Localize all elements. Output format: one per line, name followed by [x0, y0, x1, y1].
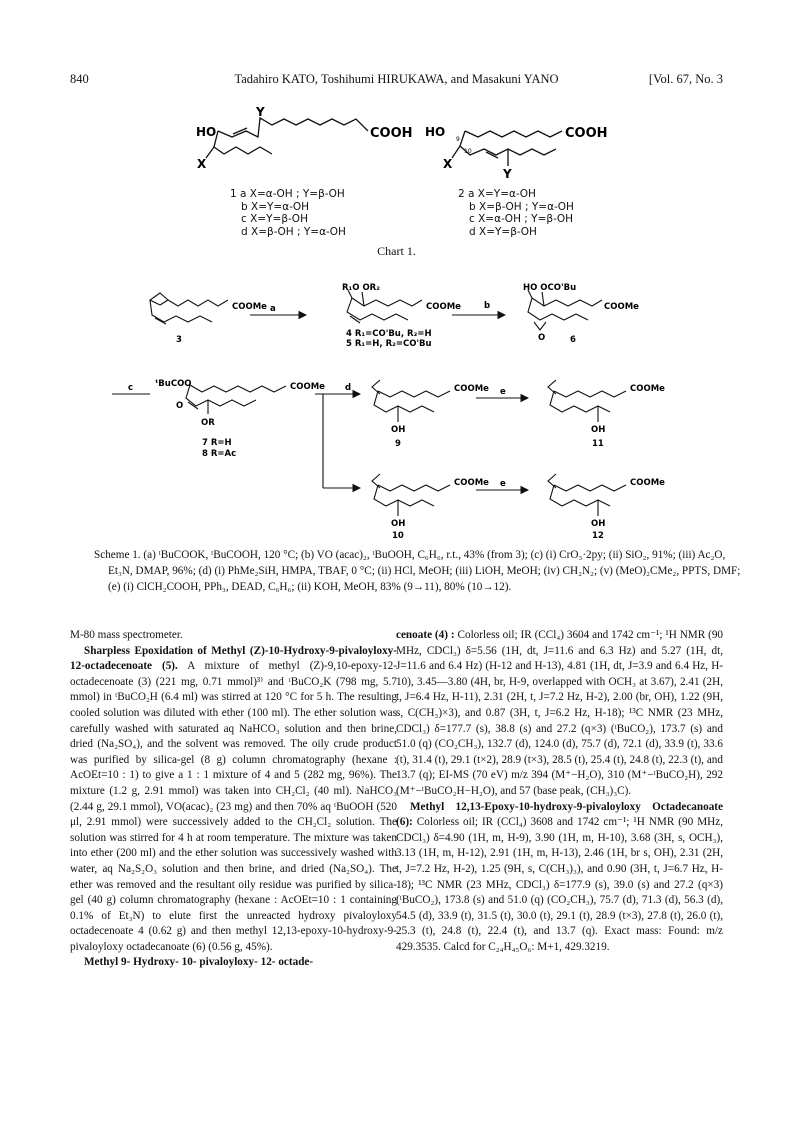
left-para-0 — [70, 628, 397, 644]
right-para-0-heading: cenoate (4) : — [396, 629, 455, 641]
page-number: 840 — [70, 72, 89, 86]
right-para-1-text: Colorless oil; IR (CCl₄) 3608 and 1742 cm⁻¹; ¹H NMR (90 MHz, CDCl₃) δ=4.90 (1H, m, H-9), 3.90 (1H, m, H-10), 3.68 (3H, s, OCH₃), 3.13 (1H, m, H-12), 2.91 (1H, m, H-13), 2.46 (1H, br s, OH), 2.31 (2H, t, J=7.2 Hz, H-2), 1.25 (9H, s, C(CH₃)₃), and 0.90 (3H, t, J=6.7 Hz, H-18); ¹³C NMR (23 MHz, CDCl₃) δ=177.9 (s), 39.0 (s) and 27.2 (q×3) (ᵗBuCO₂), 173.8 (s) and 51.0 (q) (CO₂CH₃), 75.7 (d), 71.3 (d), 56.3 (d), 54.5 (d), 33.9 (t), 31.5 (t), 30.0 (t), 29.1 (t), 28.9 (t×3), 27.8 (t), 26.0 (t), 25.3 (t), 24.8 (t), 22.4 (t), and 13.7 (q). Exact mass: Found: m/z 429.3535. Calcd for C₂₄H₄₅O₆: M+1, 429.3219. — [396, 816, 723, 953]
cooh-label-2: COOH — [565, 126, 608, 141]
step-e-1: e — [500, 387, 506, 397]
label-4: 4 R₁=CO'Bu, R₂=H — [346, 329, 432, 339]
chart1-structures — [0, 95, 793, 245]
oh-11: OH — [591, 425, 606, 435]
label-12: 12 — [592, 531, 604, 540]
label-8: 8 R=Ac — [202, 449, 237, 459]
x-label-2: X — [443, 157, 453, 171]
coome-10: COOMe — [454, 478, 489, 488]
left-para-2 — [70, 955, 397, 971]
or-7: OR — [201, 418, 215, 428]
coome-9: COOMe — [454, 384, 489, 394]
compound1-legend — [230, 188, 346, 238]
legend-1b: b X=Y=α-OH — [241, 200, 310, 213]
left-para-1-heading: Sharpless Epoxidation of Methyl (Z)-10-Hydroxy-9-pivaloyloxy-12-octadecenoate (5). — [70, 644, 397, 673]
legend-2d: d X=Y=β-OH — [469, 225, 537, 238]
ho-label-1: HO — [196, 125, 217, 139]
coome-3: COOMe — [232, 302, 267, 312]
right-para-0 — [396, 628, 723, 800]
cooh-label-1: COOH — [370, 126, 413, 141]
label-10: 10 — [392, 531, 404, 540]
coome-11: COOMe — [630, 384, 665, 394]
label-6: 6 — [570, 335, 576, 345]
right-para-1-heading: Methyl 12,13-Epoxy-10-hydroxy-9-pivaloyloxy Octadecanoate (6): — [396, 800, 723, 829]
step-d: d — [345, 383, 352, 393]
left-para-2-heading: Methyl 9- Hydroxy- 10- pivaloyloxy- 12- octade- — [84, 956, 314, 969]
oh-12: OH — [591, 519, 606, 529]
page-header — [70, 72, 723, 88]
legend-1c: c X=Y=β-OH — [241, 213, 308, 225]
label-9: 9 — [395, 439, 401, 449]
step-b: b — [484, 301, 491, 311]
coome-7: COOMe — [290, 382, 325, 392]
scheme1-caption: Scheme 1. (a) ᵗBuCOOK, ᵗBuCOOH, 120 °C; (b) VO (acac)₂, ᵗBuOOH, C₆H₆, r.t., 43% (from 3); (c) (i) CrO₃·2py; (ii) SiO₂, 91%; (iii) Ac₂O, Et₃N, DMAP, 96%; (d) (i) PhMe₂SiH, HMPA, TBAF, 0 °C; (ii) HCl, MeOH; (iii) LiOH, MeOH; (iv) CH₂N₂; (v) (MeO)₂CMe₂, PPTS, DMF; (e) (i) ClCH₂COOH, PPh₃, DEAD, C₆H₆; (ii) KOH, MeOH, 83% (9→11), 80% (10→12). — [94, 549, 741, 593]
legend-1a: 1 a X=α-OH ; Y=β-OH — [230, 188, 345, 200]
step-c: c — [128, 383, 134, 393]
carbon-10-label: 10 — [464, 148, 472, 155]
running-authors: Tadahiro KATO, Toshihumi HIRUKAWA, and Masakuni YANO — [234, 72, 559, 86]
legend-2a: 2 a X=Y=α-OH — [458, 188, 536, 200]
carbon-9-label: 9 — [456, 136, 460, 143]
coome-12: COOMe — [630, 478, 665, 488]
tbucoo: ᵗBuCOO — [155, 379, 192, 389]
coome-6: COOMe — [604, 302, 639, 312]
legend-2b: b X=β-OH ; Y=α-OH — [469, 200, 574, 213]
ho-ocotbu: HO OCO'Bu — [523, 283, 577, 293]
o-6: O — [538, 333, 546, 343]
y-label-1: Y — [256, 105, 265, 119]
left-para-1 — [70, 644, 397, 956]
legend-1d: d X=β-OH ; Y=α-OH — [241, 225, 346, 238]
right-para-0-text: Colorless oil; IR (CCl₄) 3604 and 1742 cm⁻¹; ¹H NMR (90 MHz, CDCl₃) δ=5.56 (1H, dt, J=11.6 and 6.3 Hz) and 5.27 (1H, dt, J=11.6 and 6.4 Hz) (H-12 and H-13), 4.81 (1H, dt, J=3.9 and 6.4 Hz, H-10), 3.45—3.80 (4H, br, H-9, overlapped with OCH₃ at 3.67), 2.41 (2H, t, J=6.4 Hz, H-11), 2.31 (2H, t, J=7.2 Hz, H-2), 2.00 (br, OH), 1.22 (9H, s, C(CH₃)×3), and 0.87 (3H, t, J=6.2 Hz, H-18); ¹³C NMR (23 MHz, CDCl₃) δ=177.7 (s), 38.8 (s) and 27.2 (q×3) (ᵗBuCO₂), 173.7 (s) and 51.0 (q) (CO₂CH₃), 132.7 (d), 124.0 (d), 75.7 (d), 72.1 (d), 33.9 (t), 33.6 (t), 31.4 (t), 29.1 (t×2), 28.9 (t×3), 28.5 (t), 25.4 (t), 24.8 (t), 22.3 (t), and 13.7 (q); EI-MS (70 eV) m/z 394 (M⁺−H₂O), 310 (M⁺−ᵗBuCO₂H), 292 (M⁺−ᵗBuCO₂H−H₂O), and 57 (base peak, (CH₃)₃C). — [396, 629, 724, 797]
coome-4: COOMe — [426, 302, 461, 312]
compound2-legend — [458, 188, 574, 238]
label-7: 7 R=H — [202, 438, 232, 448]
right-para-1 — [396, 800, 723, 956]
left-para-1-text: A mixture of methyl (Z)-9,10-epoxy-12-octadecenoate (3) (221 mg, 0.71 mmol)³⁾ and ᵗBuCO₂K (798 mg, 5.7 mmol) in ᵗBuCO₂H (6.4 ml) was stirred at 120 °C for 5 h. The resulting cooled solution was diluted with ether (100 ml). The ether solution was carefully washed with saturated aq NaHCO₃ solution and then brine, dried (Na₂SO₄), and the solvent was removed. The oily crude product was purified by silica-gel (8 g) column chromatography (hexane : AcOEt=10 : 1) to give a 1 : 1 mixture of 4 and 5 (282 mg, 96%). The mixture (1.2 g, 2.91 mmol) was taken into CH₂Cl₂ (40 ml). NaHCO₃ (2.44 g, 29.1 mmol), VO(acac)₂ (23 mg) and then 70% aq ᵗBuOOH (520 μl, 2.91 mmol) were successively added to the CH₂Cl₂ solution. The solution was stirred for 4 h at room temperature. The mixture was taken into ether (200 ml) and the ether solution was successively washed with water, aq Na₂S₂O₃ solution and then brine, and dried (Na₂SO₄). The ether was removed and the resultant oily residue was purified by silica-gel (40 g) column chromatography (hexane : AcOEt=10 : 1 containing 0.1% of Et₃N) to elute first the unreacted hydroxy pivaloyloxy octadecenoate 4 (0.62 g) and then methyl 12,13-epoxy-10-hydroxy-9-pivaloyloxy octadecanoate (6) (0.56 g, 45%). — [70, 660, 397, 953]
label-3: 3 — [176, 335, 182, 345]
r1o-or2: R₁O OR₂ — [342, 283, 380, 293]
oh-9: OH — [391, 425, 406, 435]
o-7: O — [176, 401, 184, 411]
label-11: 11 — [592, 439, 604, 449]
scheme1-structures — [0, 275, 793, 540]
chart1-label: Chart 1. — [377, 244, 416, 258]
y-label-2: Y — [503, 167, 512, 181]
legend-2c: c X=α-OH ; Y=β-OH — [469, 213, 574, 225]
label-5: 5 R₁=H, R₂=CO'Bu — [346, 339, 432, 349]
step-a: a — [270, 304, 276, 314]
left-para-0-text: M-80 mass spectrometer. — [70, 629, 183, 641]
right-column — [396, 628, 723, 955]
ho-label-2: HO — [425, 125, 446, 139]
left-column — [70, 628, 397, 971]
volume-info: [Vol. 67, No. 3 — [648, 72, 723, 86]
x-label-1: X — [197, 157, 207, 171]
oh-10: OH — [391, 519, 406, 529]
step-e-2: e — [500, 479, 506, 489]
